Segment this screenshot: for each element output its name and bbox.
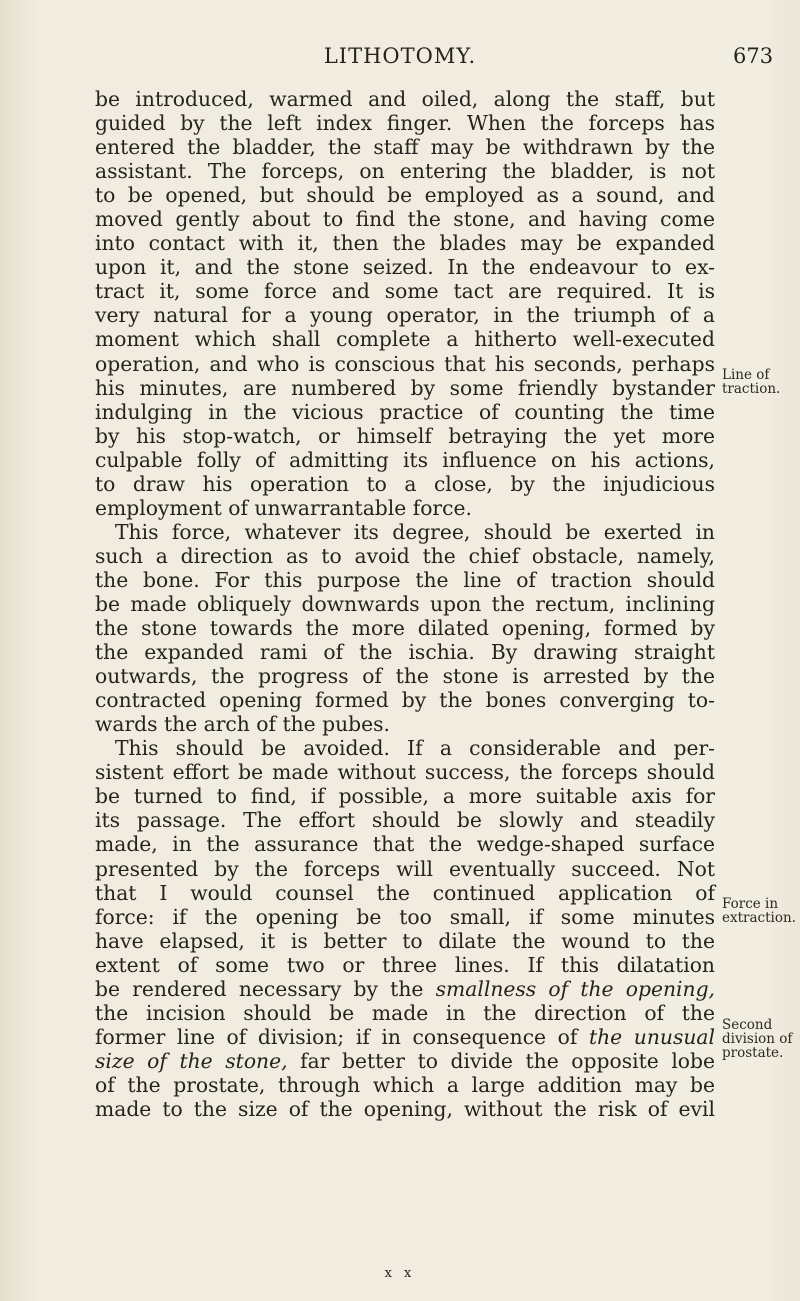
text-line: culpable folly of admitting its influence on his actions, [95, 447, 715, 472]
running-head-title: LITHOTOMY. [323, 44, 477, 68]
text-line-mixed [95, 977, 715, 1001]
text-line: upon it, and the stone seized. In the endeavour to ex- [95, 255, 715, 280]
text-line: be introduced, warmed and oiled, along the staff, but [95, 87, 715, 111]
text-line: guided by the left index finger. When the forceps has [95, 111, 715, 136]
text-line: to be opened, but should be employed as a sound, and [95, 183, 715, 208]
text-line: assistant. The forceps, on entering the bladder, is not [95, 159, 715, 184]
text-line: contracted opening formed by the bones converging to- [95, 688, 715, 713]
text-line: outwards, the progress of the stone is arrested by the [95, 664, 715, 689]
text-line: have elapsed, it is better to dilate the wound to the [95, 928, 715, 953]
text-line: to draw his operation to a close, by the injudicious [95, 471, 715, 496]
text-line: the incision should be made in the direction of the [95, 1000, 715, 1025]
text-line: such a direction as to avoid the chief obstacle, namely, [95, 543, 715, 568]
text-line: its passage. The effort should be slowly and steadily [95, 808, 715, 833]
margin-note-second-division: Second division of prostate. [722, 1017, 793, 1061]
text-line: by his stop-watch, or himself betraying the yet more [95, 423, 715, 448]
italic-phrase: the unusual [588, 1024, 716, 1049]
text-line: moment which shall complete a hitherto well-executed [95, 327, 715, 352]
text-line: the expanded rami of the ischia. By drawing straight [95, 640, 715, 665]
text-line: be turned to find, if possible, a more suitable axis for [95, 784, 715, 809]
text-line: wards the arch of the pubes. [95, 712, 391, 737]
page-number: 673 [733, 44, 774, 68]
italic-phrase: size of the stone, [95, 1048, 288, 1073]
text-line: be made obliquely downwards upon the rectum, inclining [95, 591, 715, 616]
text-line: of the prostate, through which a large addition may be [95, 1072, 715, 1097]
text-line: moved gently about to find the stone, and having come [95, 207, 715, 232]
text-line: into contact with it, then the blades may be expanded [95, 231, 715, 256]
text-line: presented by the forceps will eventually succeed. Not [95, 856, 715, 881]
text-line: operation, and who is conscious that his seconds, perhaps [95, 351, 715, 376]
text-segment: far better to divide the opposite lobe [300, 1048, 716, 1073]
text-line-mixed [95, 1049, 715, 1073]
text-line: This force, whatever its degree, should be exerted in [115, 519, 715, 544]
text-segment: be rendered necessary by the [95, 976, 424, 1001]
text-line-mixed [95, 1025, 715, 1049]
text-line: force: if the opening be too small, if some minutes [95, 904, 715, 929]
text-line: made, in the assurance that the wedge-shaped surface [95, 832, 715, 857]
text-line: that I would counsel the continued application of [95, 880, 715, 905]
text-line: his minutes, are numbered by some friendly bystander [95, 375, 715, 400]
text-line: tract it, some force and some tact are required. It is [95, 279, 715, 304]
text-line: indulging in the vicious practice of counting the time [95, 399, 715, 424]
text-line: extent of some two or three lines. If this dilatation [95, 952, 715, 977]
text-line: the stone towards the more dilated opening, formed by [95, 616, 715, 641]
margin-note-line-of-traction: Line of traction. [722, 367, 781, 397]
text-line: entered the bladder, the staff may be withdrawn by the [95, 135, 715, 160]
text-line: sistent effort be made without success, the forceps should [95, 760, 715, 785]
text-line: employment of unwarrantable force. [95, 495, 472, 520]
italic-phrase: smallness of the opening, [435, 976, 716, 1001]
signature-mark: x x [384, 1266, 416, 1281]
text-line: made to the size of the opening, without the risk of evil [95, 1096, 715, 1121]
body-text [95, 87, 715, 1121]
text-line: very natural for a young operator, in the triumph of a [95, 303, 715, 328]
text-line: the bone. For this purpose the line of traction should [95, 567, 715, 592]
text-segment: former line of division; if in consequence of [95, 1024, 578, 1049]
margin-note-force-in-extraction: Force in extraction. [722, 896, 796, 926]
text-line: This should be avoided. If a considerable and per- [115, 736, 715, 761]
